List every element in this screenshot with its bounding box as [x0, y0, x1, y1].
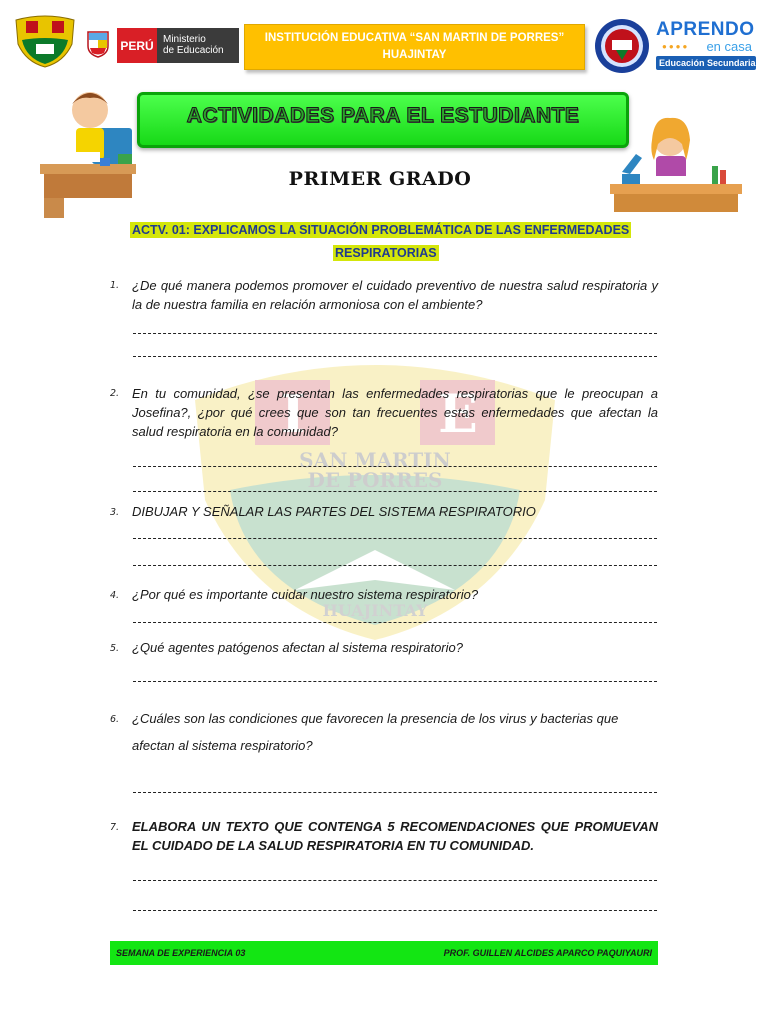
answer-line[interactable] [133, 491, 657, 492]
minedu-logo [117, 28, 239, 63]
institution-name: INSTITUCIÓN EDUCATIVA “SAN MARTIN DE PORRES” [264, 32, 565, 44]
footer-bar [110, 941, 658, 965]
boy-studying-illustration [34, 88, 138, 218]
peru-coat-of-arms-icon [84, 28, 112, 58]
aprendo-en-casa-logo [656, 20, 756, 72]
school-seal-icon [594, 18, 650, 74]
question-3: DIBUJAR Y SEÑALAR LAS PARTES DEL SISTEMA RESPIRATORIO [132, 504, 536, 519]
footer-teacher: PROF. GUILLEN ALCIDES APARCO PAQUIYAURI [443, 948, 652, 958]
activity-heading: ACTV. 01: EXPLICAMOS LA SITUACIÓN PROBLEMÁTICA DE LAS ENFERMEDADES [132, 223, 630, 237]
svg-text:SAN MARTIN: SAN MARTIN [299, 448, 451, 472]
question-number: 5. [110, 643, 120, 654]
answer-line[interactable] [133, 466, 657, 467]
svg-text:HUAJINTAY: HUAJINTAY [322, 601, 428, 620]
question-number: 3. [110, 507, 120, 518]
aprendo-level: Educación Secundaria [656, 56, 756, 70]
question-6-continued: afectan al sistema respiratorio? [132, 738, 313, 753]
answer-line[interactable] [133, 565, 657, 566]
answer-line[interactable] [133, 538, 657, 539]
question-number: 1. [110, 280, 120, 291]
question-number: 7. [110, 822, 120, 833]
answer-line[interactable] [133, 880, 657, 881]
svg-text:E: E [438, 384, 478, 445]
footer-week: SEMANA DE EXPERIENCIA 03 [116, 948, 246, 958]
svg-text:DE PORRES: DE PORRES [307, 468, 443, 492]
banner-title: ACTIVIDADES PARA EL ESTUDIANTE [186, 104, 580, 127]
question-number: 6. [110, 714, 120, 725]
ministry-name: Ministerio de Educación [157, 28, 239, 63]
school-logo [14, 14, 76, 68]
question-6: ¿Cuáles son las condiciones que favorecen la presencia de los virus y bacterias que [132, 711, 619, 726]
answer-line[interactable] [133, 356, 657, 357]
question-4: ¿Por qué es importante cuidar nuestro sistema respiratorio? [132, 587, 479, 602]
peru-label: PERÚ [117, 28, 157, 63]
answer-line[interactable] [133, 792, 657, 793]
answer-line[interactable] [133, 622, 657, 623]
answer-line[interactable] [133, 910, 657, 911]
question-7: ELABORA UN TEXTO QUE CONTENGA 5 RECOMENDACIONES QUE PROMUEVAN EL CUIDADO DE LA SALUD RESPIRATORIA EN TU COMUNIDAD. [132, 819, 658, 853]
question-5: ¿Qué agentes patógenos afectan al sistema respiratorio? [132, 640, 463, 655]
answer-line[interactable] [133, 681, 657, 682]
question-1: ¿De qué manera podemos promover el cuidado preventivo de nuestra salud respiratoria y la de nuestra familia en relación armoniosa con el ambiente? [132, 278, 658, 312]
question-2: En tu comunidad, ¿se presentan las enfermedades respiratorias que le preocupan a Josefina?, ¿por qué crees que son tan frecuentes estas enfermedades que afectan la salud respiratoria en la comunidad? [132, 386, 658, 439]
answer-line[interactable] [133, 333, 657, 334]
institution-location: HUAJINTAY [382, 49, 447, 61]
institution-title-box [244, 24, 585, 70]
activity-heading-continued: RESPIRATORIAS [335, 246, 437, 260]
question-number: 4. [110, 590, 120, 601]
aprendo-subtitle: en casa [706, 39, 752, 54]
grade-heading: PRIMER GRADO [288, 168, 472, 190]
dots-decoration: ●●●● [662, 42, 690, 51]
svg-text:I: I [280, 384, 306, 445]
question-number: 2. [110, 388, 120, 399]
aprendo-title: APRENDO [656, 19, 755, 40]
